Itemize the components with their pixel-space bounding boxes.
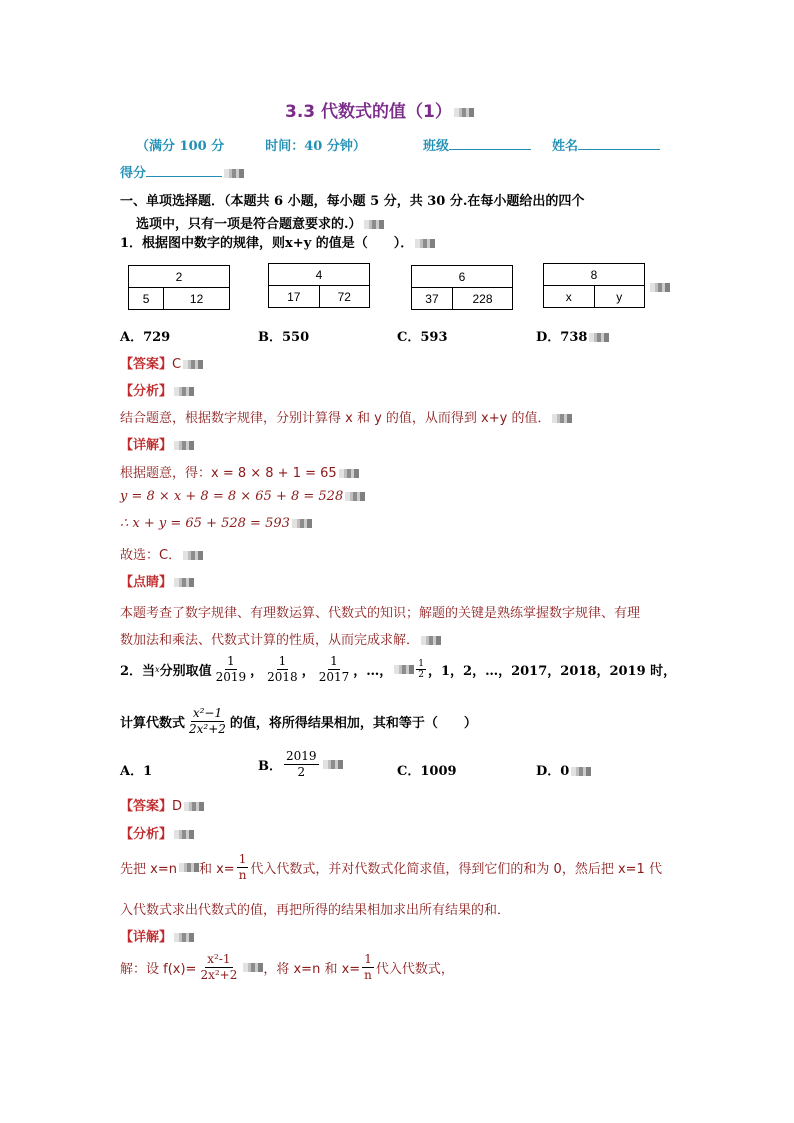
watermark-icon [394,665,414,674]
q1-option-a[interactable]: A．729 [120,330,171,345]
box-left-value: 37 [412,288,453,310]
number-box-1 [128,265,230,310]
watermark-icon [415,239,435,248]
q2-analysis-label: 【分析】 [120,823,194,842]
q2-option-b[interactable]: B． $\frac{2019}{2}$ [258,749,343,780]
q1-detail-line1: 根据题意，得：x = 8 × 8 + 1 = 65 [120,462,359,481]
box-right-value: 12 [164,288,230,310]
watermark-icon [174,933,194,942]
watermark-icon [323,760,343,769]
watermark-icon [650,283,670,292]
q1-analysis-label: 【分析】 [120,380,194,399]
score-blank[interactable] [146,162,222,177]
q2-option-c[interactable]: C．1009 [397,764,457,779]
q2-detail-line1: 解：设 f(x)= $\frac{\text{x²-1}}{\text{2x²+2}}$ ，将 x=n 和 x= $\frac{1}{n}$ 代入代数式， [120,952,454,982]
expression-fraction: $\frac{\text{x²−1}}{\text{2x²+2}}$ [189,706,226,736]
fraction-1-2019: $\frac{1}{2019}$ [215,654,247,684]
watermark-icon [174,387,194,396]
watermark-icon [174,578,194,587]
full-score: （满分 100 分 [136,139,225,154]
box-right-value: 72 [319,286,370,308]
q2-analysis-line1: 先把 x=n 和 x= $\frac{1}{n}$ 代入代数式，并对代数式化简求值，得到它们的和为 0，然后把 x=1 代 [120,852,662,882]
box-left-value: x [544,286,595,308]
number-box-2 [268,263,370,308]
q1-option-d[interactable]: D．738 [536,326,609,345]
watermark-icon [571,767,591,776]
fraction-1-2: $\frac{1}{2}$ [418,659,424,680]
q2-answer: 【答案】D [120,795,204,814]
q2-stem-line2: 计算代数式 $\frac{\text{x²−1}}{\text{2x²+2}}$ 的值，将所得结果相加，其和等于（ ） [120,706,477,736]
q1-answer: 【答案】C [120,353,203,372]
score-row [120,162,244,181]
box-left-value: 17 [269,286,320,308]
watermark-icon [224,169,244,178]
q1-option-b[interactable]: B．550 [258,330,310,345]
box-top-value: 4 [269,264,370,286]
watermark-icon [345,492,365,501]
q1-detail-line3: ∴ x + y = 65 + 528 = 593 [120,516,312,531]
q1-comment-text: 本题考查了数字规律、有理数运算、代数式的知识；解题的关键是熟练掌握数字规律、有理 数加法和乘法、代数式计算的性质，从而完成求解． [120,606,641,648]
q2-option-d[interactable]: D．0 [536,760,591,779]
q2-detail-label: 【详解】 [120,926,194,945]
box-left-value: 5 [129,288,164,310]
q1-analysis-text: 结合题意，根据数字规律，分别计算得 x 和 y 的值，从而得到 x+y 的值． [120,407,572,426]
watermark-icon [364,220,384,229]
box-top-value: 6 [412,266,513,288]
q2-option-a[interactable]: A．1 [120,764,153,779]
q1-comment-label: 【点睛】 [120,571,194,590]
fraction-2019-2: $\frac{2019}{2}$ [286,749,317,779]
fraction-1-2018: $\frac{1}{2018}$ [267,654,298,684]
watermark-icon [179,863,199,872]
box-top-value: 2 [129,266,230,288]
watermark-icon [292,519,312,528]
section-heading: 一、单项选择题．（本题共 6 小题，每小题 5 分，共 30 分.在每小题给出的四个 选项中，只有一项是符合题意要求的.） [120,194,585,232]
q1-conclusion: 故选：C． [120,544,203,563]
watermark-icon [589,333,609,342]
box-top-value: 8 [544,264,645,286]
score-label: 得分 [120,166,147,181]
watermark-icon [454,108,474,117]
watermark-icon [552,414,572,423]
time-limit: 时间：40 分钟） [265,139,366,154]
fraction-1-n: $\frac{1}{n}$ [364,952,372,982]
q1-detail-label: 【详解】 [120,434,194,453]
watermark-icon [183,551,203,560]
q2-analysis-line2: 入代数式求出代数式的值，再把所得的结果相加求出所有结果的和． [120,903,511,918]
watermark-icon [174,830,194,839]
page-title: 3.3 代数式的值（1） [285,97,474,122]
watermark-icon [243,963,263,972]
fraction-1-2017: $\frac{1}{2017}$ [318,654,350,684]
q1-detail-line2: y = 8 × x + 8 = 8 × 65 + 8 = 528 [120,489,365,504]
class-label: 班级 [422,139,449,154]
number-box-4 [543,263,645,308]
q1-option-c[interactable]: C．593 [397,330,448,345]
box-right-value: 228 [452,288,512,310]
number-box-3 [411,265,513,310]
fraction-1-n: $\frac{1}{n}$ [238,852,247,882]
name-label: 姓名 [552,139,579,154]
watermark-icon [184,802,204,811]
q1-stem: 1．根据图中数字的规律，则x+y 的值是（ ）． [120,232,435,251]
name-blank[interactable] [578,135,660,150]
exam-info [136,135,660,154]
box-right-value: y [594,286,645,308]
class-blank[interactable] [449,135,531,150]
watermark-icon [421,636,441,645]
watermark-icon [174,441,194,450]
q2-stem-line1: 2．当 x 分别取值 $\frac{1}{2019}$ ， $\frac{1}{2018}$ ， $\frac{1}{2017}$ ，…， $\frac{1}{2}$ ，1，2，…，2017，2018，2019 时， [120,654,677,684]
watermark-icon [183,360,203,369]
watermark-icon [339,469,359,478]
function-fraction: $\frac{\text{x²-1}}{\text{2x²+2}}$ [200,952,238,982]
